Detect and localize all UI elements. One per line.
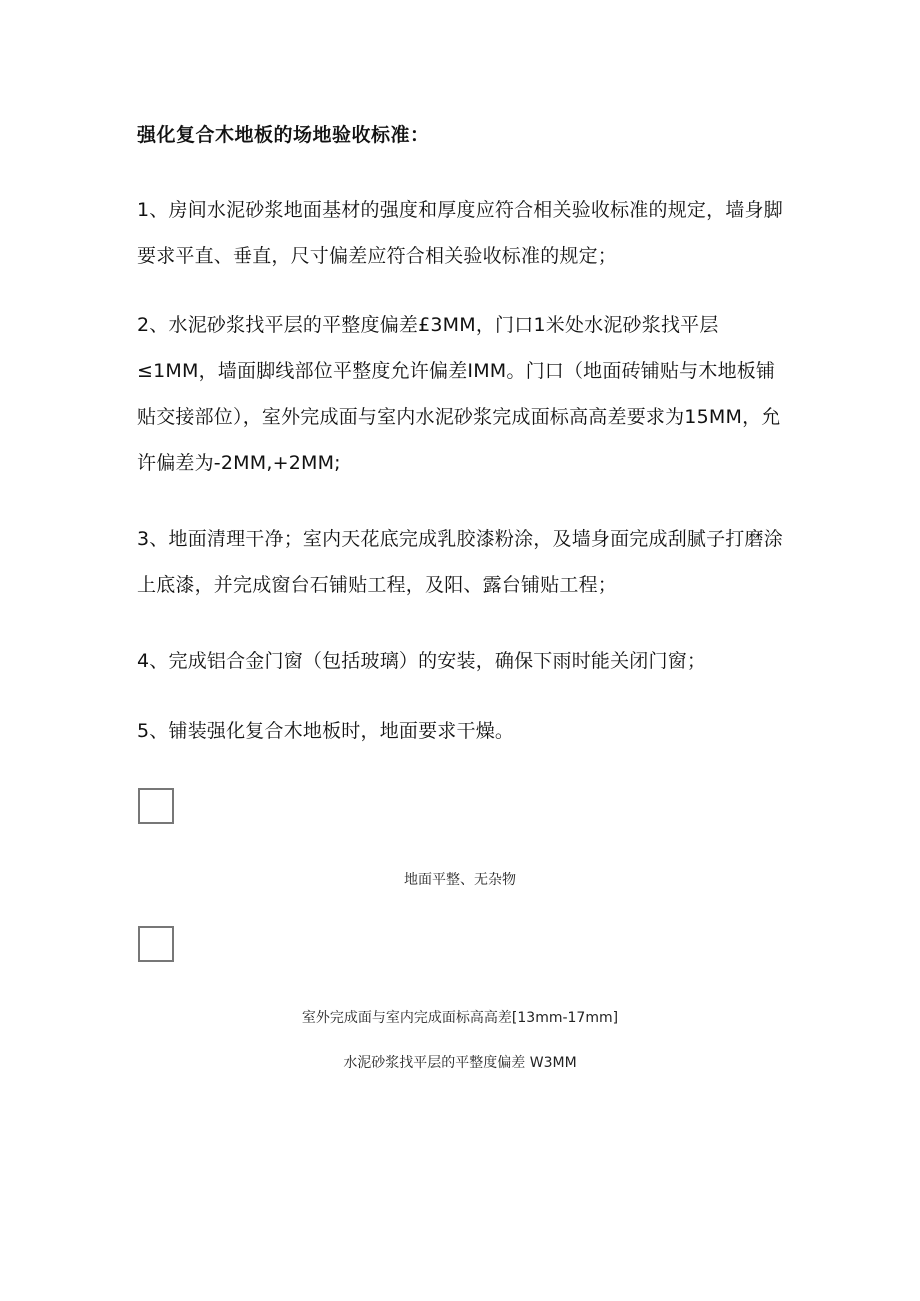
requirement-item-4: 4、完成铝合金门窗（包括玻璃）的安装，确保下雨时能关闭门窗； — [137, 650, 707, 672]
checklist-label-flatness-deviation: 水泥砂浆找平层的平整度偏差 W3MM — [343, 1055, 577, 1071]
requirement-item-1: 1、房间水泥砂浆地面基材的强度和厚度应符合相关验收标准的规定，墙身脚要求平直、垂直，尺寸偏差应符合相关验收标准的规定； — [137, 199, 783, 267]
requirement-item-5: 5、铺装强化复合木地板时，地面要求干燥。 — [137, 720, 515, 742]
checkbox-floor-flat[interactable] — [138, 788, 174, 824]
checklist-label-elevation-difference: 室外完成面与室内完成面标高高差[13mm-17mm] — [301, 1010, 619, 1026]
document-title: 强化复合木地板的场地验收标准： — [137, 124, 430, 146]
requirement-item-2: 2、水泥砂浆找平层的平整度偏差£3MM，门口1米处水泥砂浆找平层≤1MM，墙面脚线部位平整度允许偏差IMM。门口（地面砖铺贴与木地板铺贴交接部位），室外完成面与室内水泥砂浆完成面标高高差要求为15MM，允许偏差为-2MM,+2MM; — [137, 314, 781, 474]
requirement-item-3: 3、地面清理干净；室内天花底完成乳胶漆粉涂，及墙身面完成刮腻子打磨涂上底漆，并完成窗台石铺贴工程，及阳、露台铺贴工程； — [137, 528, 783, 596]
checkbox-elevation-difference[interactable] — [138, 926, 174, 962]
checklist-label-floor-flat: 地面平整、无杂物 — [404, 872, 516, 888]
